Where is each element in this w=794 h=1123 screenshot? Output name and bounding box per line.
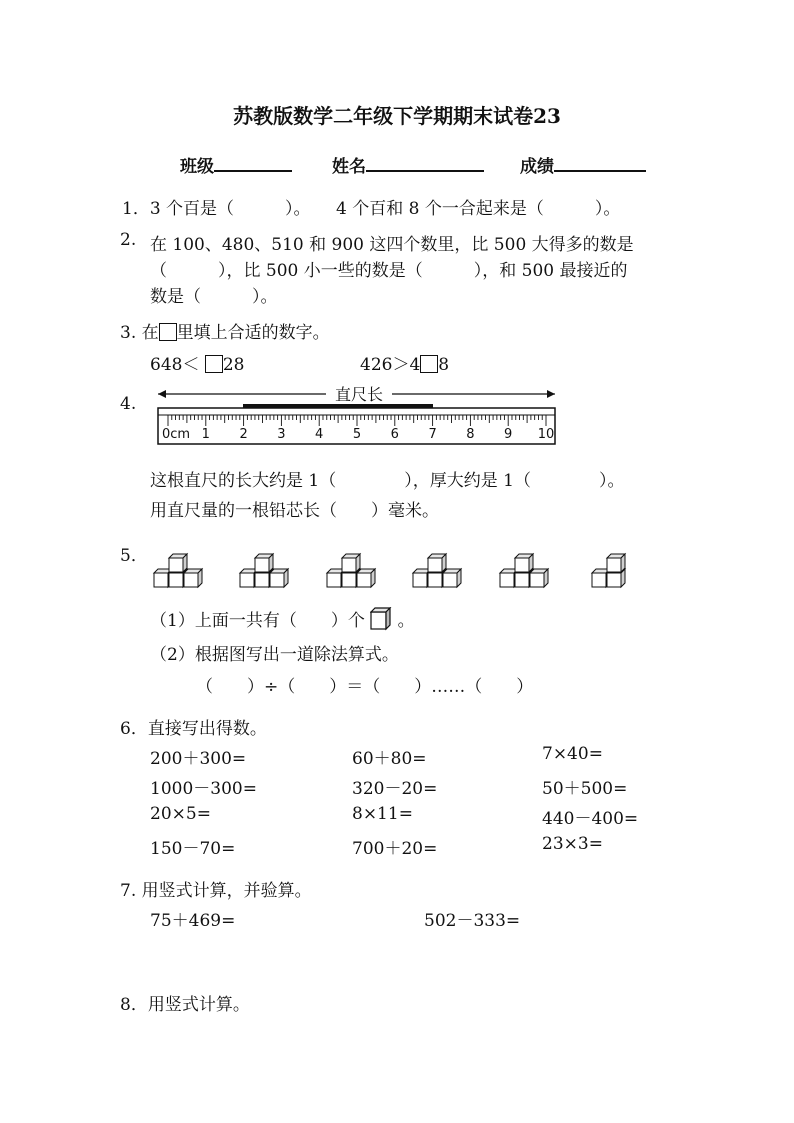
question-heading: 直接写出得数。 xyxy=(147,719,267,739)
cube-icon xyxy=(270,569,288,587)
question-1 xyxy=(122,194,620,219)
division-formula: （ ）÷（ ）＝（ ）……（ ） xyxy=(196,677,534,697)
question-prefix: 在 xyxy=(141,323,159,343)
arrow-right-icon xyxy=(547,390,555,398)
cube-icon xyxy=(428,554,446,572)
ruler-number: 7 xyxy=(428,427,437,442)
question-4-number: 4. xyxy=(120,394,137,414)
cube-icon xyxy=(169,554,187,572)
page-title: 苏教版数学二年级下学期期末试卷23 xyxy=(233,104,561,128)
ruler-number: 9 xyxy=(504,427,513,442)
class-label: 班级 xyxy=(180,157,214,177)
ruler-number: 6 xyxy=(390,427,399,442)
question-5-sub-1 xyxy=(150,606,415,631)
calc-item: 700＋20= xyxy=(352,839,438,859)
question-6 xyxy=(120,714,267,739)
ruler-illustration xyxy=(150,382,562,448)
ruler-label: 直尺长 xyxy=(334,385,384,404)
calc-item: 60＋80= xyxy=(352,749,427,769)
cube-group xyxy=(500,554,548,587)
ruler-unit-label: 0cm xyxy=(162,427,191,442)
name-field xyxy=(332,152,484,177)
question-text: 3 个百是（ ）。 4 个百和 8 个一合起来是（ ）。 xyxy=(149,199,621,219)
calc-item: 23×3= xyxy=(542,834,603,854)
ruler-number: 4 xyxy=(315,427,324,442)
question-3 xyxy=(120,318,330,343)
question-2-line-1: 在 100、480、510 和 900 这四个数里，比 500 大得多的数是 xyxy=(150,235,634,255)
vertical-calc-1: 75＋469= xyxy=(150,911,236,931)
ruler-number: 10 xyxy=(537,427,555,442)
calc-item: 320－20= xyxy=(352,779,438,799)
question-number: 8． xyxy=(120,995,148,1015)
question-heading: 用竖式计算，并验算。 xyxy=(141,881,312,901)
question-8 xyxy=(120,990,250,1015)
question-4-line-1: 这根直尺的长大约是 1（ ），厚大约是 1（ ）。 xyxy=(150,471,625,491)
cube-figures xyxy=(150,542,650,590)
q3-expression-2 xyxy=(360,350,449,375)
name-blank[interactable] xyxy=(366,152,484,172)
calc-item: 150－70= xyxy=(150,839,236,859)
ruler-number: 5 xyxy=(352,427,362,442)
class-blank[interactable] xyxy=(214,152,292,172)
question-2-number: 2. xyxy=(120,230,137,250)
question-2-line-2: （ ），比 500 小一些的数是（ ），和 500 最接近的 xyxy=(150,261,628,281)
score-blank[interactable] xyxy=(554,152,646,172)
ruler-number: 3 xyxy=(277,427,286,442)
expr-right: 8 xyxy=(438,355,450,375)
cube-icon xyxy=(443,569,461,587)
cube-icon xyxy=(357,569,375,587)
expr-right: 28 xyxy=(222,355,245,375)
question-suffix: 里填上合适的数字。 xyxy=(176,323,330,343)
cube-group xyxy=(240,554,288,587)
cube-group xyxy=(413,554,461,587)
cube-icon xyxy=(184,569,202,587)
calc-item: 1000－300= xyxy=(150,779,257,799)
answer-box-icon xyxy=(159,323,177,341)
cube-icon xyxy=(370,607,392,631)
cube-group xyxy=(592,554,625,587)
cube-icon xyxy=(530,569,548,587)
sub-1-suffix: 。 xyxy=(397,611,415,631)
cube-icon xyxy=(255,554,273,572)
expr-left: 648＜ xyxy=(150,355,200,375)
question-2-line-3: 数是（ ）。 xyxy=(150,287,278,307)
question-5-number: 5． xyxy=(120,546,148,566)
score-label: 成绩 xyxy=(520,157,554,177)
score-field xyxy=(520,152,646,177)
cube-icon xyxy=(342,554,360,572)
question-5-sub-2: （2）根据图写出一道除法算式。 xyxy=(150,645,399,665)
ruler-number: 8 xyxy=(466,427,475,442)
question-4-line-2: 用直尺量的一根铅芯长（ ）毫米。 xyxy=(150,501,439,521)
arrow-left-icon xyxy=(158,390,166,398)
answer-box[interactable] xyxy=(205,355,223,373)
answer-box[interactable] xyxy=(420,355,438,373)
question-heading: 用竖式计算。 xyxy=(147,995,250,1015)
cube-group xyxy=(154,554,202,587)
calc-item: 7×40= xyxy=(542,744,603,764)
question-number: 7. xyxy=(120,881,137,901)
expr-left: 426＞4 xyxy=(360,355,421,375)
cube-icon xyxy=(515,554,533,572)
calc-item: 200＋300= xyxy=(150,749,247,769)
calc-item: 50＋500= xyxy=(542,779,628,799)
calc-item: 440－400= xyxy=(542,809,639,829)
question-number: 1． xyxy=(122,199,150,219)
ruler-number: 1 xyxy=(201,427,210,442)
calc-item: 20×5= xyxy=(150,804,211,824)
cube-group xyxy=(327,554,375,587)
question-number: 3. xyxy=(120,323,137,343)
ruler-number: 2 xyxy=(239,427,248,442)
sub-1-text: （1）上面一共有（ ）个 xyxy=(150,611,365,631)
cube-icon xyxy=(607,554,625,572)
name-label: 姓名 xyxy=(332,157,366,177)
vertical-calc-2: 502－333= xyxy=(424,911,521,931)
pencil-lead xyxy=(243,404,433,408)
q3-expression-1 xyxy=(150,350,245,375)
calc-item: 8×11= xyxy=(352,804,413,824)
question-number: 6． xyxy=(120,719,148,739)
question-7 xyxy=(120,876,312,901)
class-field xyxy=(180,152,292,177)
